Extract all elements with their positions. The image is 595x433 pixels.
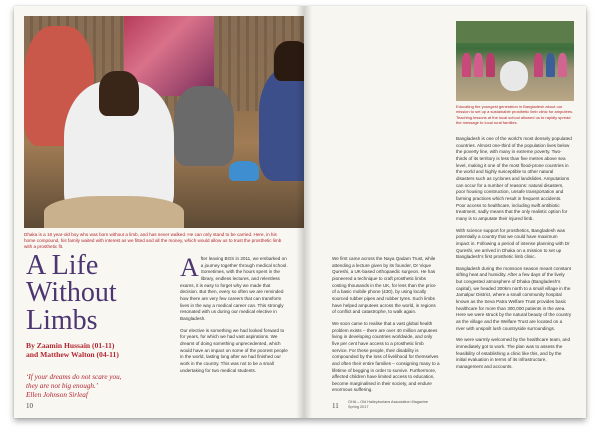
paragraph-text: fter leaving BGS in 2011, we embarked on a journey together through medical school. Sometimes, with the hours spent in the library, endless lectures, and relentless exams, it is easy to forget why we made that decision. But then, every so often we are reminded how there are very few careers that can transform lives in the way a medical career can. This strongly resonated with us during our medical elective in Bangladesh. [180,256,288,321]
paragraph: Our elective is something we had looked forward to for years, for which we had vast aspirations. We dreamt of doing something unprecedented, which would have an impact on some of the poorest people in the world, lasting long after we had finished our work in the country. This was not to be a small undertaking for two medical students. [180,327,288,373]
school-photo [456,21,574,101]
photo-child [534,53,543,77]
photo-person-head [274,41,304,81]
article-authors [26,341,146,360]
author-line: and Matthew Walton (04-11) [26,350,119,360]
photo-child [486,53,495,77]
page-number: 11 [332,402,339,410]
quote-line: ‘If your dreams do not scare you, [26,373,122,381]
photo-person [259,66,304,181]
paragraph: With science support for prosthetics, Bangladesh was potentially a country that we could have maximum impact in. Following a period of intense planning with Dr Qureshi, we arrived in Dhaka on a mission to set up Bangladesh’s first prosthetic limb clinic. [456,227,570,260]
footer-line: OHA – Old Haileyburians Association Magazine [348,400,428,404]
article-title: A Life Without Limbs [26,250,117,336]
paragraph [180,253,288,323]
hero-caption: Dhaka is a 18 year-old boy who was born without a limb, and has never walked. He can only stand to be carried. Here, in his home compound, his family waited with interest as we fitted and all the money, which would allow us to trust the prosthetic limb with a prosthetic fit. [24,232,282,250]
photo-child [474,53,483,77]
quote-line: they are not big enough.’ [26,382,99,390]
paragraph: Bangladesh is one of the world’s most densely populated countries. Almost one-third of the population lives below the poverty line, with many in extreme poverty. Two-thirds of its territory is less than five metres above sea level, making it one of the most flood-prone countries in the world and highly susceptible to other natural disasters such as cyclones and landslides. Amputations can occur for a number of reasons: natural disasters, poor housing construction, unsafe transportation and farming practices which result in frequent accidents. Poor access to healthcare, including swift antibiotic treatment, sadly means that the only realistic option for many is to amputate their injured limb. [456,136,572,221]
paragraph: We were warmly welcomed by the healthcare team, and immediately got to work. The plan was to assess the feasibility of establishing a clinic like this, and by the initial evaluation in terms of its infrastructure, management and accounts. [456,337,571,369]
right-page [304,6,586,418]
text-column [456,136,572,376]
hero-photo [24,16,304,228]
left-page [14,6,304,418]
pull-quote [26,373,146,400]
photo-person-head [99,71,139,116]
photo-child [462,53,471,77]
photo-floor [44,196,184,228]
photo-child [546,53,555,77]
text-column [180,253,288,379]
photo-glove [229,161,259,181]
paragraph: We soon came to realise that a vast global health problem exists – there are over 40 million amputees living in developing countries worldwide, and only five per cent have access to a prosthetic limb service. For these people, their disability is compounded by the loss of livelihood for themselves and often their entire families – consigning many to a lifetime of begging in order to survive. Furthermore, affected children have limited access to education, become marginalised in their society, and endure enormous suffering. [332,320,440,393]
paragraph: Bangladesh during the monsoon season meant constant sifting heat and humidity. After a few days of the lively but congested atmosphere of Dhaka (Bangladesh’s capital), we headed 300km north to a small village in the Jamalpur District, where a small community hospital known as the Seva Patra Welfare Trust provides basic healthcare for more than 300,000 patients in the area. Here we were struck by the natural beauty of the country as the village and the Welfare Trust are located on a river with unspoilt lush countryside surroundings. [456,265,572,331]
photo-person [500,61,528,91]
photo-person [174,86,234,166]
photo-child [558,53,567,77]
footer-line: Spring 2017 [348,404,369,409]
drop-cap: A [180,253,199,282]
photo-caption: Educating the youngest generation in Bangladesh about our mission to set up a sustainable prosthetic limb clinic for amputees. Teaching lessons at the local school allowed us to rapidly spread the message to local rural families. [456,104,574,126]
quote-author: Ellen Johnson Sirleaf [26,391,88,399]
magazine-spread [14,6,586,418]
running-footer [348,400,438,410]
paragraph: We first came across the Naya Qadam Trust, while attending a lecture given by its founder, Dr Vique Qureshi, a UK-based orthopaedic surgeon. He has pioneered a technique to craft prosthetic limbs costing thousands in the UK, for less than the price of a basic mobile phone (£30), by using locally sourced rubber pipes and rubber tyres. Such limbs have helped amputees across the world, in regions of conflict and catastrophe, to walk again. [332,256,436,315]
photo-roof [456,21,574,43]
author-line: By Zaamin Hussain (01-11) [26,341,115,350]
text-column [332,256,440,399]
page-number: 10 [26,402,33,410]
